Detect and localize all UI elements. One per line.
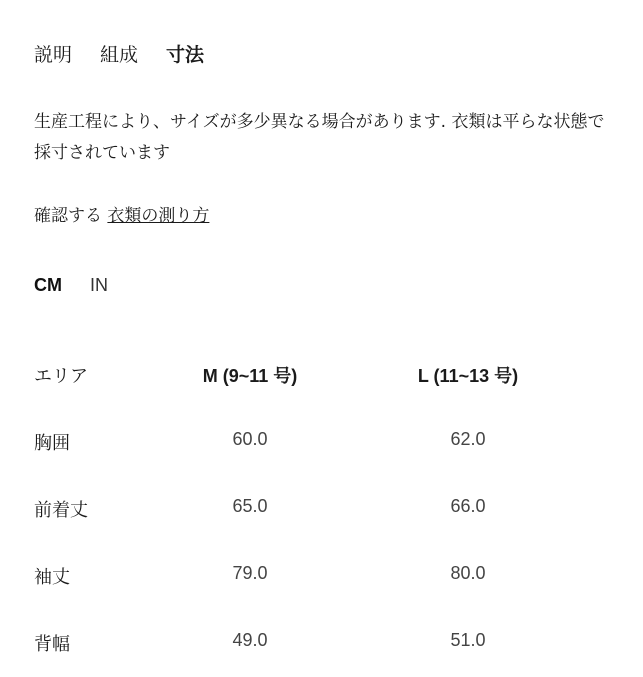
- unit-cm-option[interactable]: CM: [34, 275, 62, 295]
- row-label: 胸囲: [34, 433, 70, 454]
- value-l: 51.0: [450, 630, 486, 650]
- unit-toggle: [34, 275, 136, 296]
- table-row: [0, 543, 643, 610]
- header-size-m: M (9~11 号): [202, 366, 298, 386]
- value-m: 49.0: [232, 630, 268, 650]
- size-table: [0, 342, 643, 677]
- table-row: [0, 409, 643, 476]
- how-to-measure-link[interactable]: 衣類の測り方: [107, 206, 210, 226]
- value-m: 65.0: [232, 496, 268, 516]
- tab-description[interactable]: 説明: [34, 44, 73, 66]
- value-l: 66.0: [450, 496, 486, 516]
- measure-guide: [34, 201, 209, 226]
- header-size-l: L (11~13 号): [417, 366, 519, 386]
- header-area: エリア: [34, 366, 88, 387]
- row-label: 背幅: [34, 634, 70, 655]
- value-l: 62.0: [450, 429, 486, 449]
- tab-dimensions[interactable]: 寸法: [166, 44, 205, 66]
- table-header-row: [0, 342, 643, 409]
- row-label: 袖丈: [34, 567, 70, 588]
- confirm-label: 確認する: [34, 206, 102, 226]
- dimension-tabs: [34, 40, 232, 67]
- table-row: [0, 610, 643, 677]
- row-label: 前着丈: [34, 500, 88, 521]
- tab-composition[interactable]: 組成: [100, 44, 139, 66]
- sizing-note: 生産工程により、サイズが多少異なる場合があります. 衣類は平らな状態で採寸されています: [34, 112, 605, 163]
- value-m: 60.0: [232, 429, 268, 449]
- value-l: 80.0: [450, 563, 486, 583]
- value-m: 79.0: [232, 563, 268, 583]
- unit-in-option[interactable]: IN: [90, 275, 108, 295]
- table-row: [0, 476, 643, 543]
